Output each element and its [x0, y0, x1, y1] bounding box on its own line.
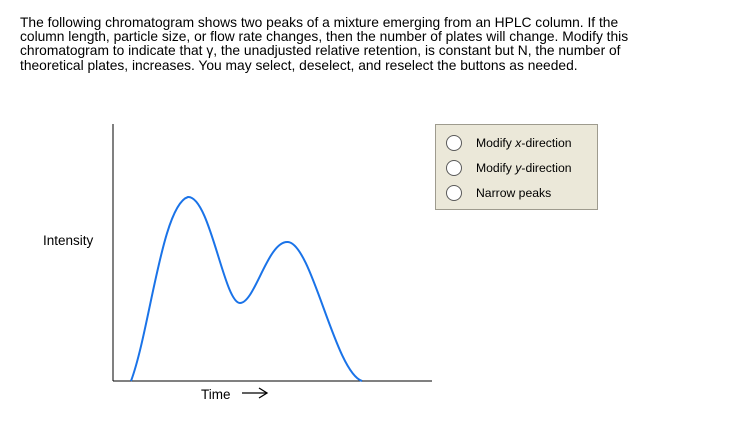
option-label: Modify y-direction — [476, 161, 572, 175]
radio-button[interactable] — [446, 135, 462, 151]
x-axis-label: Time — [201, 387, 231, 402]
chromatogram-curve[interactable] — [131, 197, 362, 381]
modify-x-direction-option[interactable] — [446, 133, 572, 153]
y-axis-label: Intensity — [43, 233, 94, 248]
narrow-peaks-option[interactable] — [446, 183, 551, 203]
option-label: Modify x-direction — [476, 136, 572, 150]
question-line: The following chromatogram shows two peaks of a mixture emerging from an HPLC column. If the — [20, 15, 619, 30]
question-line: column length, particle size, or flow rate changes, then the number of plates will change. Modify this — [20, 29, 629, 45]
x-axis-label-group — [201, 387, 269, 402]
question-line: chromatogram to indicate that γ, the unadjusted relative retention, is constant but N, the number of — [20, 43, 621, 59]
option-label: Narrow peaks — [476, 186, 552, 200]
modify-y-direction-option[interactable] — [446, 158, 572, 178]
radio-button[interactable] — [446, 185, 462, 201]
radio-button[interactable] — [446, 160, 462, 176]
options-panel — [435, 124, 598, 210]
question-line: theoretical plates, increases. You may select, deselect, and reselect the buttons as needed. — [20, 57, 578, 73]
right-arrow-icon — [241, 387, 269, 402]
